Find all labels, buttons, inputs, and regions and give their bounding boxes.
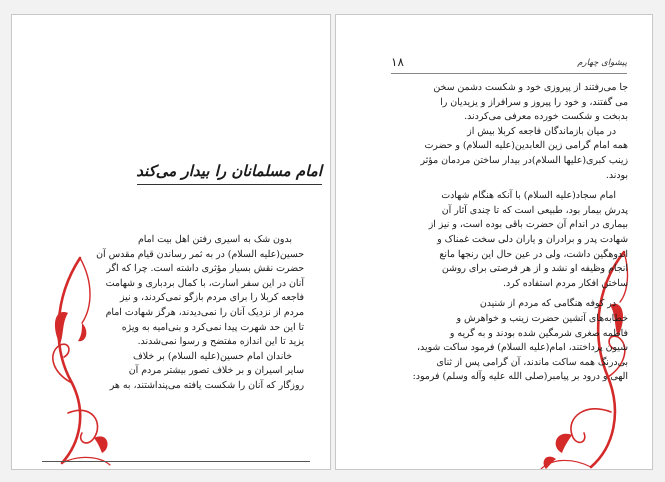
page-number: ۱۸ [391, 55, 404, 69]
text-line: روزگار که آنان را شکست یافته می‌پنداشتند، به هر [109, 379, 304, 391]
text-line: تا این حد شهرت پیدا نمی‌کرد و بنی‌امیه به ویژه [121, 321, 304, 333]
left-page [11, 14, 331, 470]
running-head: پیشوای چهارم [577, 58, 627, 68]
right-page [335, 14, 653, 470]
text-line: آنان در این سفر اسارت، با کمال بردباری و شهامت [105, 277, 304, 289]
text-line: شیون پرداختند، امام(علیه السلام) فرمود ساکت شوید، [417, 342, 628, 354]
text-line: شهادت پدر و برادران و یاران دلی سخت غمناک و [437, 233, 628, 245]
text-line: بدبخت و شکست خورده معرفی می‌کردند. [464, 111, 628, 123]
page-header [391, 55, 627, 74]
footer-rule [42, 461, 310, 462]
chapter-title: امام مسلمانان را بیدار می‌کند [136, 162, 322, 180]
text-line: می گفتند، و خود را پیروز و سرافراز و یزیدیان را [440, 96, 628, 108]
text-line: سایر اسیران و بر خلاف تصور بیشتر مردم آن [128, 365, 304, 377]
text-line: خطابه‌های آتشین حضرت زینب و خواهرش و [456, 312, 628, 324]
text-line: انجام وظیفه او نشد و از هر فرصتی برای روشن [441, 263, 628, 275]
text-line: جا می‌رفتند از پیروزی خود و شکست دشمن سخن [433, 82, 628, 93]
title-underline [137, 184, 322, 185]
left-body-text [94, 233, 304, 394]
text-line: در کوفه هنگامی که مردم از شنیدن [479, 298, 616, 310]
text-line: زینب کبری(علیها السلام)در بیدار ساختن مردمان مؤثر [420, 154, 628, 166]
chapter-title-block [137, 162, 322, 185]
text-line: اندوهگین داشت، ولی در عین حال این رنجها مانع [439, 248, 628, 260]
text-line: حسین(علیه السلام) در به ثمر رساندن قیام مقدس آن [96, 248, 304, 260]
text-line: امام سجاد(علیه السلام) با آنکه هنگام شهادت [441, 190, 616, 202]
text-line: فاطمه صغری شرمگین شده بودند و به گریه و [449, 327, 628, 339]
text-line: در میان بازماندگان فاجعه کربلا بیش از [467, 125, 616, 137]
text-line: حضرت نقش بسیار مؤثری داشته است. چرا که اگر [106, 263, 304, 275]
text-line: بیماری در اندام آن حضرت باقی بوده است، و نیز از [428, 219, 628, 231]
text-line: خاندان امام حسین(علیه السلام) بر خلاف [133, 350, 292, 362]
text-line: بودند. [605, 169, 628, 181]
text-line: فاجعه کربلا را برای مردم بازگو نمی‌کردند، و نیز [119, 292, 304, 304]
text-line: همه امام گرامی زین العابدین(علیه السلام) و حضرت [424, 140, 628, 152]
text-line: الهی و درود بر پیامبر(صلی الله علیه وآله وسلم) فرمود: [412, 371, 628, 383]
text-line: بدون شک به اسیری رفتن اهل بیت امام [137, 234, 292, 245]
text-line: بی‌درنگ همه ساکت ماندند، آن گرامی پس از ثنای [436, 356, 628, 368]
text-line: ساختن افکار مردم استفاده کرد. [503, 277, 628, 289]
right-body-text [398, 81, 628, 385]
text-line: یزید تا این اندازه مفتضح و رسوا نمی‌شدند. [137, 336, 304, 348]
text-line: مردم از نزدیک آنان را نمی‌دیدند، هرگز شهادت امام [105, 306, 304, 318]
text-line: پدرش بیمار بود، طبیعی است که تا چندی آثار آن [441, 204, 628, 216]
